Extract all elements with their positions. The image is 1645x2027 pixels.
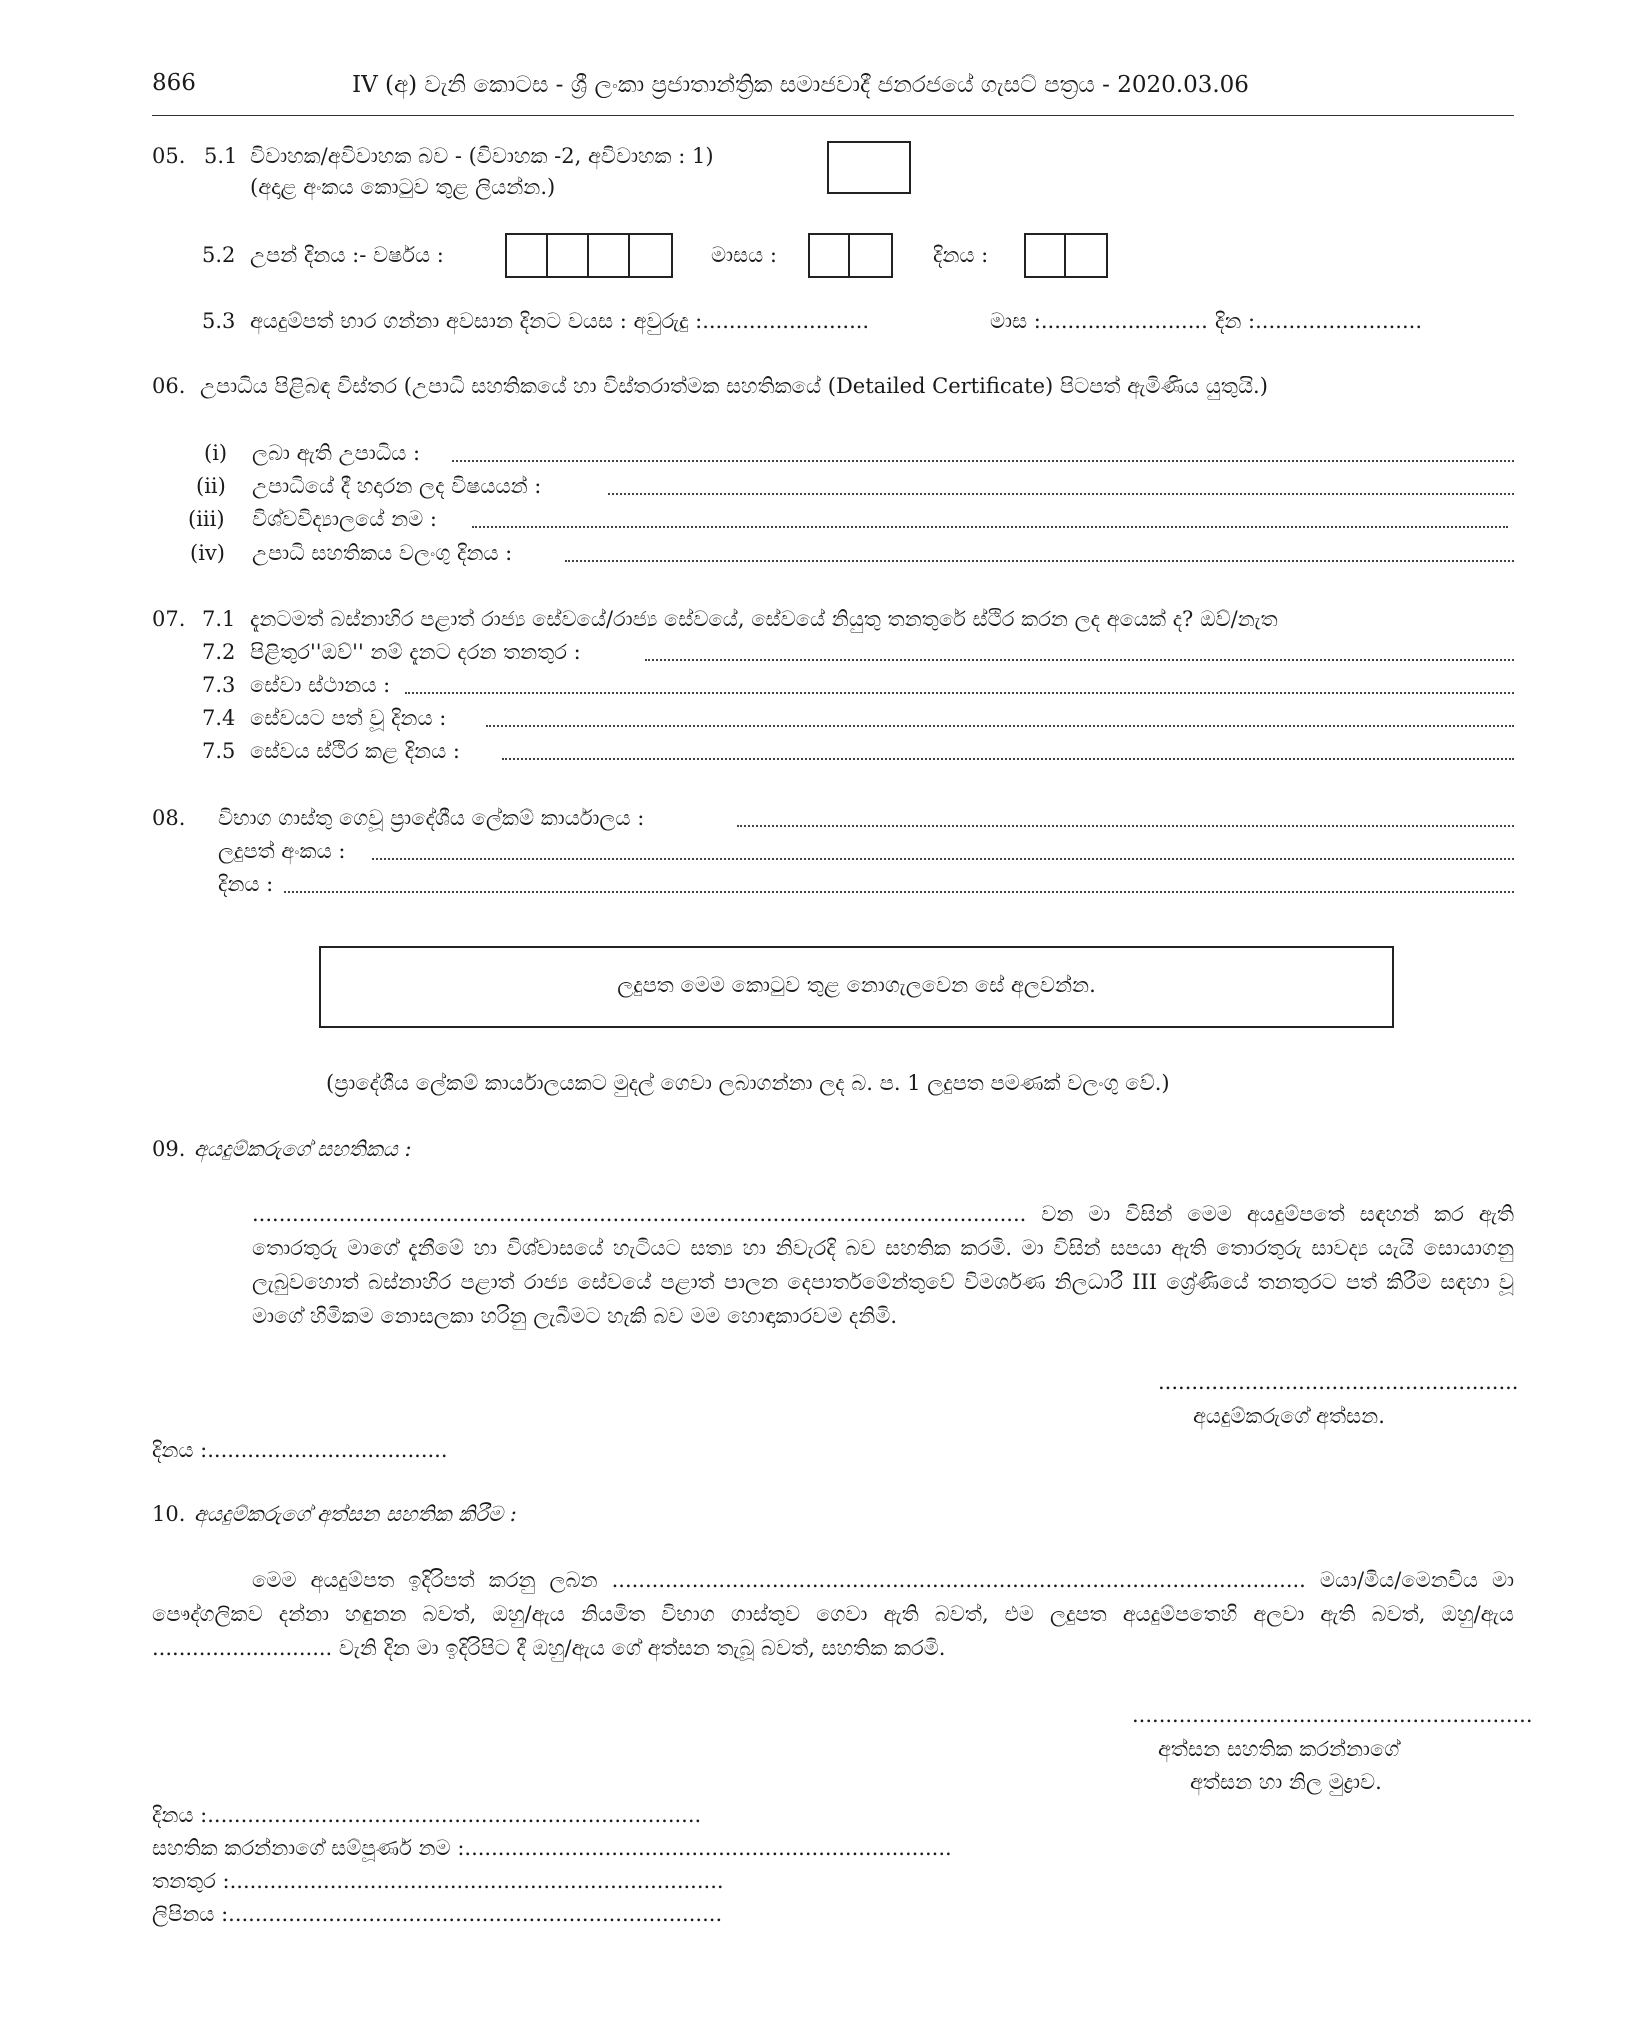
receipt-number-label: ලදුපත් අංකය :: [218, 839, 346, 863]
birth-year-boxes[interactable]: [505, 233, 673, 278]
signature-certification-text: මෙම අයදුම්පත ඉදිරිපත් කරනු ලබන ........................................................................................................ මයා/මිය/මෙනවිය මා පෞද්ගලිකව දන්නා හඳුනන බවත්, ඔහු/ඇය නියමිත විභාග ගාස්තුව ගෙවා ඇති බවත්, එම ලදුපත අයදුම්පතෙහි අලවා ඇති බවත්, ඔහු/ඇය ........................... වැනි දින මා ඉදිරිපිට දී ඔහු/ඇය ගේ අත්සන තැබූ බවත්, සහතික කරමි.: [152, 1568, 1514, 1660]
service-station-label: සේවා ස්ථානය :: [250, 673, 391, 697]
receipt-validity-note: (ප්‍රාදේශීය ලේකම් කාර්යාලයකට මුදල් ගෙවා ලබාගන්නා ලද බ. ප. 1 ලදුපත පමණක් වලංගු වේ.): [326, 1071, 1170, 1095]
section-number: 06.: [152, 374, 186, 398]
certificate-valid-date-label: උපාධි සහතිකය වලංගු දිනය :: [252, 541, 513, 565]
item-number: (iii): [188, 507, 225, 531]
item-number: (i): [204, 441, 228, 465]
confirmation-date-label: සේවය ස්ථිර කළ දිනය :: [250, 739, 460, 763]
certifier-address-field[interactable]: ලිපිනය :..........................................................................: [152, 1902, 723, 1926]
applicant-declaration-text: .................................................................................................................... වන මා විසින් මෙම අයදුම්පතේ සඳහන් කර ඇති තොරතුරු මාගේ දැනීමේ හා විශ්වාසයේ හැටියට සත්‍ය හා නිවැරදි බව සහතික කරමි. මා විසින් සපයා ඇති තොරතුරු සාවද්‍ය යැයි සොයාගනු ලැබුවහොත් බස්නාහිර පළාත් රාජ්‍ය සේවයේ පළාත් පාලන දෙපාර්තමේන්තුවේ විමර්ශණ නිලධාරී III ශ්‍රේණියේ තනතුරට පත් කිරීම සඳහා වූ මාගේ හිමිකම නොසලකා හරිනු ලැබීමට හැකි බව මම හොඳාකාරවම දනිමි.: [252, 1202, 1514, 1328]
item-number: 5.2: [202, 243, 236, 267]
month-digit-box[interactable]: [810, 235, 850, 276]
item-number: 7.4: [202, 706, 236, 730]
item-number: 7.1: [202, 607, 236, 631]
certificate-valid-date-field[interactable]: [565, 560, 1514, 562]
year-digit-box[interactable]: [630, 235, 671, 276]
certifier-signature-label: අත්සන සහතික කරන්නාගේ: [1158, 1737, 1400, 1761]
item-number: (iv): [190, 541, 225, 565]
degree-obtained-label: ලබා ඇති උපාධිය :: [252, 441, 421, 465]
item-number: 7.2: [202, 640, 236, 664]
degree-subjects-field[interactable]: [608, 493, 1514, 495]
item-number: 5.1: [204, 144, 238, 168]
confirmed-in-service-question: දැනටමත් බස්නාහිර පළාත් රාජ්‍ය සේවයේ/රාජ්‍ය සේවයේ, සේවයේ නියුතු තනතුරේ ස්ථිර කරන ලද අයෙක් ද? ඔව්/නැත: [250, 607, 1278, 631]
certifier-post-field[interactable]: තනතුර :..........................................................................: [152, 1869, 724, 1893]
applicant-signature-line[interactable]: ......................................................: [1158, 1370, 1519, 1394]
receipt-date-field[interactable]: [284, 891, 1514, 893]
age-days-field[interactable]: දින :.........................: [1215, 309, 1423, 333]
current-post-field[interactable]: [645, 659, 1514, 661]
certifier-seal-label: අත්සන හා නිල මුද්‍රාව.: [1190, 1770, 1382, 1794]
birth-day-label: දිනය :: [933, 243, 989, 267]
header-rule: [152, 115, 1514, 116]
birth-month-boxes[interactable]: [808, 233, 893, 278]
divisional-secretariat-label: විභාග ගාස්තු ගෙවූ ප්‍රාදේශීය ලේකම් කාර්යාලය :: [218, 806, 645, 830]
university-name-field[interactable]: [472, 526, 1508, 528]
item-number: 7.3: [202, 673, 236, 697]
item-number: 5.3: [202, 309, 236, 333]
appointment-date-label: සේවයට පත් වූ දිනය :: [250, 706, 447, 730]
section-number: 10.: [152, 1502, 186, 1526]
year-digit-box[interactable]: [548, 235, 589, 276]
year-digit-box[interactable]: [507, 235, 548, 276]
signature-certification-title: අයදුම්කරුගේ අත්සන සහතික කිරීම :: [194, 1502, 517, 1526]
age-months-field[interactable]: මාස :.........................: [990, 309, 1208, 333]
marital-status-label: විවාහක/අවිවාහක බව - (විවාහක -2, අවිවාහක : 1): [250, 144, 714, 168]
section-number: 08.: [152, 806, 186, 830]
year-digit-box[interactable]: [589, 235, 630, 276]
degree-subjects-label: උපාධියේ දී හදාරන ලද විෂයයන් :: [252, 474, 542, 498]
current-post-label: පිළිතුර''ඔව්'' නම් දැනට දරන තනතුර :: [250, 640, 581, 664]
receipt-paste-box: [319, 946, 1394, 1028]
section-number: 09.: [152, 1137, 186, 1161]
gazette-header-title: IV (අ) වැනි කොටස - ශ්‍රී ලංකා ප්‍රජාතාන්ත්‍රික සමාජවාදී ජනරජයේ ගැසට් පත්‍රය - 2020.03.06: [352, 72, 1249, 98]
certifier-full-name-field[interactable]: සහතික කරන්නාගේ සම්පූර්ණ නම :.........................................................................: [152, 1836, 952, 1860]
birth-year-label: උපන් දිනය :- වර්ෂය :: [250, 243, 444, 267]
marital-status-note: (අදාළ අංකය කොටුව තුළ ලියන්න.): [250, 175, 556, 199]
section-number: 07.: [152, 607, 186, 631]
applicant-certificate-title: අයදුම්කරුගේ සහතිකය :: [194, 1137, 412, 1161]
receipt-box-instruction: ලදුපත මෙම කොටුව තුළ නොගැලවෙන සේ අලවන්න.: [617, 973, 1096, 997]
receipt-date-label: දිනය :: [218, 872, 274, 896]
applicant-signature-label: අයදුම්කරුගේ අත්සන.: [1193, 1404, 1385, 1428]
item-number: (ii): [196, 474, 226, 498]
divisional-secretariat-field[interactable]: [737, 825, 1514, 827]
day-digit-box[interactable]: [1026, 235, 1066, 276]
marital-status-box[interactable]: [827, 141, 911, 194]
appointment-date-field[interactable]: [486, 725, 1514, 727]
day-digit-box[interactable]: [1066, 235, 1106, 276]
degree-section-title: උපාධිය පිළිබඳ විස්තර (උපාධි සහතිකයේ හා විස්තරාත්මක සහතිකයේ (Detailed Certificate) පිටපත් ඇමිණිය යුතුයි.): [200, 374, 1268, 398]
certifier-signature-line[interactable]: ............................................................: [1132, 1703, 1533, 1727]
applicant-date-field[interactable]: දිනය :....................................: [152, 1438, 448, 1462]
birth-month-label: මාසය :: [711, 243, 777, 267]
confirmation-date-field[interactable]: [502, 758, 1514, 760]
page-number: 866: [152, 70, 196, 96]
section-number: 05.: [152, 144, 186, 168]
birth-day-boxes[interactable]: [1024, 233, 1108, 278]
receipt-number-field[interactable]: [372, 858, 1514, 860]
month-digit-box[interactable]: [850, 235, 891, 276]
certifier-date-field[interactable]: දිනය :..........................................................................: [152, 1803, 702, 1827]
university-name-label: විශ්වවිද්‍යාලයේ නම :: [252, 507, 437, 531]
degree-obtained-field[interactable]: [452, 460, 1514, 462]
item-number: 7.5: [202, 739, 236, 763]
age-years-field[interactable]: අයදුම්පත් භාර ගන්නා අවසාන දිනට වයස : අවුරුදු :.........................: [250, 309, 870, 333]
service-station-field[interactable]: [405, 692, 1514, 694]
